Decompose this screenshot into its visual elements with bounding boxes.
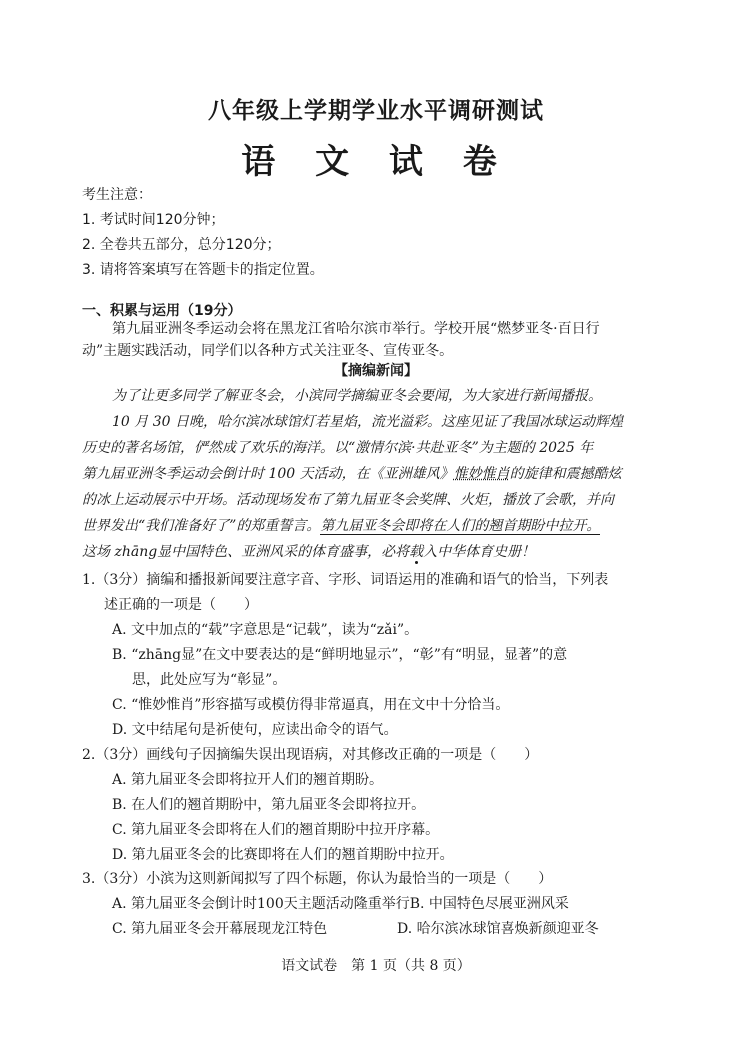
news-text: 的旋律和震撼酷炫 bbox=[509, 466, 622, 482]
option-d: D. 哈尔滨冰球馆喜焕新颜迎亚冬 bbox=[397, 921, 599, 937]
news-line: 10 月 30 日晚，哈尔滨冰球馆灯若星焰，流光溢彩。这座见证了我国冰球运动辉煌 bbox=[112, 414, 623, 430]
options-row bbox=[82, 917, 682, 942]
question-stem: 1.（3分）摘编和播报新闻要注意字音、字形、词语运用的准确和语气的恰当，下列表 bbox=[82, 572, 609, 588]
option-a: A. 文中加点的“载”字意思是“记载”，读为“zǎi”。 bbox=[112, 622, 419, 638]
news-line bbox=[82, 539, 672, 565]
option-c: C. 第九届亚冬会开幕展现龙江特色 bbox=[112, 921, 328, 937]
news-line: 为了让更多同学了解亚冬会，小滨同学摘编亚冬会要闻，为大家进行新闻播报。 bbox=[112, 388, 602, 404]
notice-item: 3. 请将答案填写在答题卡的指定位置。 bbox=[82, 262, 324, 278]
question-2 bbox=[82, 743, 682, 868]
option-b-cont: 思，此处应写为“彰显”。 bbox=[132, 672, 287, 688]
news-line: 历史的著名场馆，俨然成了欢乐的海洋。以“激情尔滨·共赴亚冬”为主题的 2025 年 bbox=[82, 440, 594, 456]
news-line bbox=[82, 461, 672, 487]
section-heading: 一、积累与运用（19分） bbox=[82, 303, 242, 319]
question-stem: 2.（3分）画线句子因摘编失误出现语病，对其修改正确的一项是（ ） bbox=[82, 747, 539, 763]
question-1 bbox=[82, 568, 682, 743]
subject-title: 语 文 试 卷 bbox=[241, 142, 511, 182]
notice-item: 1. 考试时间120分钟； bbox=[82, 212, 225, 228]
dotted-character: 载 bbox=[409, 544, 424, 560]
news-subheading: 【摘编新闻】 bbox=[334, 363, 418, 379]
news-line bbox=[82, 513, 672, 539]
news-text: 世界发出“我们准备好了”的郑重誓言。 bbox=[82, 518, 321, 534]
intro-line: 动”主题实践活动，同学们以各种方式关注亚冬、宣传亚冬。 bbox=[82, 343, 454, 359]
news-text: 这场 zhāng显中国特色、亚洲风采的体育盛事，必将 bbox=[82, 544, 410, 560]
section-intro bbox=[82, 318, 682, 362]
question-stem-cont: 述正确的一项是（ ） bbox=[104, 597, 258, 613]
option-b: B. 在人们的翘首期盼中，第九届亚冬会即将拉开。 bbox=[112, 797, 426, 813]
underlined-sentence: 第九届亚冬会即将在人们的翘首期盼中拉开。 bbox=[320, 518, 601, 534]
intro-line: 第九届亚洲冬季运动会将在黑龙江省哈尔滨市举行。学校开展“燃梦亚冬·百日行 bbox=[112, 321, 600, 337]
option-b: B. “zhāng显”在文中要表达的是“鲜明地显示”，“彰”有“明显，显著”的意 bbox=[112, 647, 568, 663]
option-a: A. 第九届亚冬会倒计时100天主题活动隆重举行 bbox=[112, 896, 410, 912]
option-d: D. 文中结尾句是祈使句，应读出命令的语气。 bbox=[112, 722, 398, 738]
candidate-notice bbox=[82, 183, 324, 283]
news-text: 入中华体育史册！ bbox=[423, 544, 536, 560]
page-footer: 语文试卷 第 1 页（共 8 页） bbox=[281, 958, 471, 974]
question-3 bbox=[82, 867, 682, 942]
option-a: A. 第九届亚冬会即将拉开人们的翘首期盼。 bbox=[112, 772, 384, 788]
exam-title: 八年级上学期学业水平调研测试 bbox=[208, 97, 544, 124]
news-passage bbox=[82, 383, 672, 565]
option-c: C. 第九届亚冬会即将在人们的翘首期盼中拉开序幕。 bbox=[112, 822, 440, 838]
question-stem: 3.（3分）小滨为这则新闻拟写了四个标题，你认为最恰当的一项是（ ） bbox=[82, 871, 553, 887]
option-b: B. 中国特色尽展亚洲风采 bbox=[409, 896, 569, 912]
option-d: D. 第九届亚冬会的比赛即将在人们的翘首期盼中拉开。 bbox=[112, 847, 454, 863]
dotted-idiom: 惟妙惟肖 bbox=[453, 466, 510, 482]
news-line: 的冰上运动展示中开场。活动现场发布了第九届亚冬会奖牌、火炬，播放了会歌，并向 bbox=[82, 492, 614, 508]
notice-heading: 考生注意： bbox=[82, 187, 152, 203]
option-c: C. “惟妙惟肖”形容描写或模仿得非常逼真，用在文中十分恰当。 bbox=[112, 697, 510, 713]
notice-item: 2. 全卷共五部分，总分120分； bbox=[82, 237, 281, 253]
options-row bbox=[82, 892, 682, 917]
news-text: 第九届亚洲冬季运动会倒计时 100 天活动，在《亚洲雄风》 bbox=[82, 466, 454, 482]
